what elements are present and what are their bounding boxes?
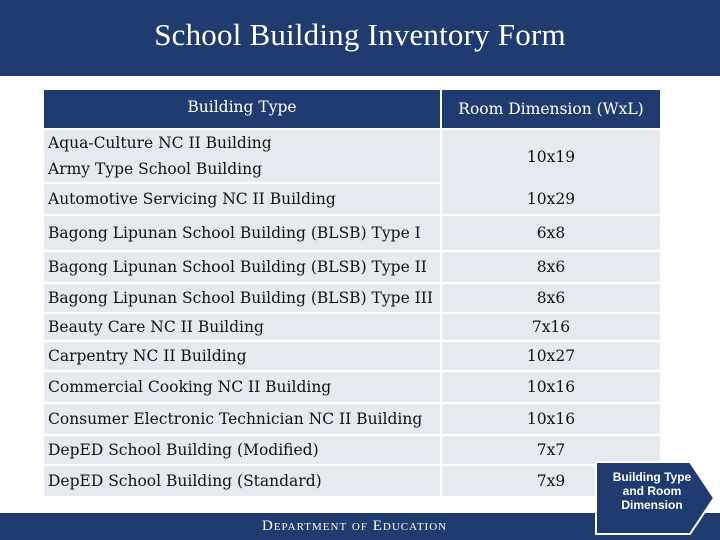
dimension-cell: [442, 156, 660, 182]
building-type-cell: Bagong Lipunan School Building (BLSB) Type II: [44, 252, 440, 282]
table-row: [44, 314, 660, 340]
slide-title: School Building Inventory Form: [154, 17, 566, 52]
table-header: [44, 90, 660, 128]
building-type-cell: DepED School Building (Modified): [44, 436, 440, 464]
dimension-cell: 7x9: [442, 466, 660, 496]
table-row: [44, 216, 660, 250]
dimension-cell: 6x8: [442, 216, 660, 250]
table-row: [44, 130, 660, 166]
building-type-cell: Aqua-Culture NC II Building: [44, 130, 440, 156]
table-row: [44, 436, 660, 464]
dimension-cell: 10x29: [442, 184, 660, 214]
dimension-cell: 10x27: [442, 342, 660, 370]
building-type-cell: Commercial Cooking NC II Building: [44, 372, 440, 402]
dimension-cell: 10x16: [442, 372, 660, 402]
table-row: [44, 252, 660, 282]
dimension-cell: 8x6: [442, 252, 660, 282]
dimension-cell: 10x16: [442, 404, 660, 434]
building-type-cell: Bagong Lipunan School Building (BLSB) Type III: [44, 284, 440, 312]
footer-department: Department of Education: [262, 518, 448, 534]
building-type-cell: Carpentry NC II Building: [44, 342, 440, 370]
table-row: [44, 342, 660, 370]
callout-arrow: [594, 460, 716, 536]
building-type-cell: DepED School Building (Standard): [44, 466, 440, 496]
title-bar: [0, 0, 720, 76]
table-row: [44, 466, 660, 496]
table-row: [44, 404, 660, 434]
building-type-cell: Bagong Lipunan School Building (BLSB) Type I: [44, 216, 440, 250]
table-row: [44, 184, 660, 214]
dimension-cell: 7x16: [442, 314, 660, 340]
building-type-cell: Consumer Electronic Technician NC II Building: [44, 404, 440, 434]
callout-label: Building Type and Room Dimension: [612, 470, 692, 512]
dimension-cell: 7x7: [442, 436, 660, 464]
header-building-type: Building Type: [44, 90, 440, 128]
building-type-cell: Automotive Servicing NC II Building: [44, 184, 440, 214]
header-room-dimension: Room Dimension (WxL): [442, 90, 660, 128]
table-row: [44, 372, 660, 402]
inventory-table: [44, 90, 660, 498]
table-row: [44, 156, 660, 182]
dimension-cell: 10x19: [442, 130, 660, 184]
table-row: [44, 284, 660, 312]
building-type-cell: Army Type School Building: [44, 156, 440, 182]
building-type-cell: Beauty Care NC II Building: [44, 314, 440, 340]
dimension-cell: 8x6: [442, 284, 660, 312]
